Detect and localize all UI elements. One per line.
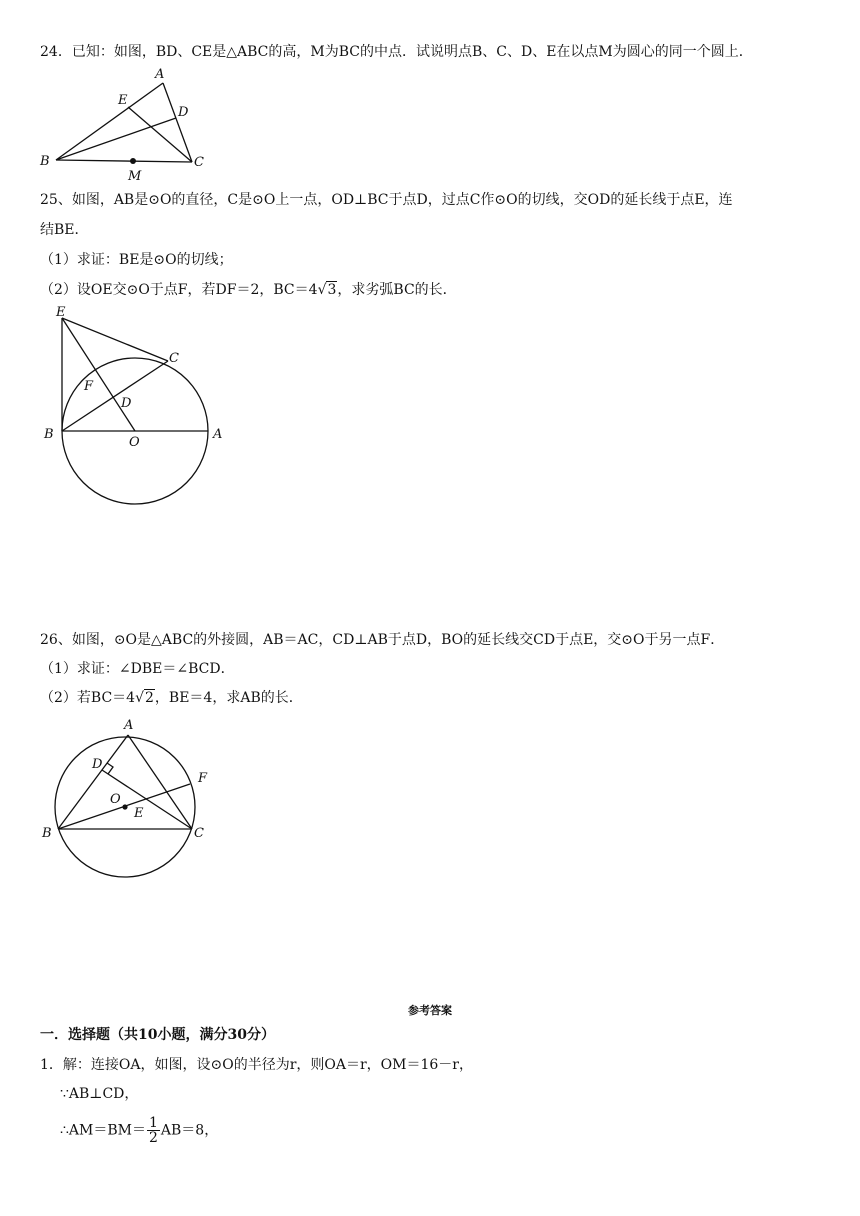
q25-part2: （2）设OE交⊙O于点F，若DF＝2，BC＝4√3，求劣弧BC的长． bbox=[40, 282, 457, 298]
q26-part2-suffix: ，BE＝4，求AB的长． bbox=[154, 690, 303, 706]
right-angle-mark bbox=[107, 763, 113, 774]
label-e: E bbox=[56, 305, 66, 320]
q24-text: 24．已知：如图，BD、CE是△ABC的高，M为BC的中点．试说明点B、C、D、E在以点M为圆心的同一个圆上． bbox=[40, 44, 753, 60]
answer-1-line3-prefix: ∴AM＝BM＝ bbox=[60, 1122, 146, 1139]
label-b: B bbox=[42, 826, 52, 841]
q26-figure bbox=[38, 712, 238, 887]
label-e: E bbox=[134, 806, 144, 821]
point-m bbox=[130, 158, 136, 164]
answers-section: 一．选择题（共10小题，满分30分） bbox=[40, 1027, 275, 1043]
answers-heading: 参考答案 bbox=[408, 1004, 452, 1017]
answer-1-line1: 1．解：连接OA，如图，设⊙O的半径为r，则OA＝r，OM＝16－r， bbox=[40, 1057, 473, 1073]
label-b: B bbox=[44, 427, 54, 442]
label-m: M bbox=[128, 169, 142, 184]
answer-1-line2: ∵AB⊥CD， bbox=[60, 1086, 139, 1102]
q25-part2-coef: 4 bbox=[308, 282, 318, 298]
segment-ba bbox=[56, 83, 163, 160]
answer-1-line3-suffix: AB＝8， bbox=[160, 1122, 219, 1139]
q25-part2-prefix: （2）设OE交⊙O于点F，若DF＝2，BC＝ bbox=[40, 282, 309, 298]
segment-eo bbox=[62, 318, 135, 431]
q25-part2-suffix: ，求劣弧BC的长． bbox=[337, 282, 457, 298]
fraction-numerator: 1 bbox=[148, 1115, 158, 1131]
segment-ab bbox=[58, 735, 128, 829]
q25-part2-root: 3 bbox=[327, 282, 337, 298]
label-c: C bbox=[194, 826, 204, 841]
label-b: B bbox=[40, 154, 50, 169]
q26-part2: （2）若BC＝4√2，BE＝4，求AB的长． bbox=[40, 690, 303, 706]
point-o bbox=[122, 804, 127, 809]
answer-1-line3 bbox=[60, 1116, 218, 1145]
label-c: C bbox=[169, 351, 179, 366]
label-e: E bbox=[118, 93, 128, 108]
label-a: A bbox=[124, 718, 134, 733]
segment-ec bbox=[62, 318, 168, 361]
segment-bd bbox=[56, 118, 176, 160]
fraction bbox=[147, 1116, 160, 1145]
fraction-denominator: 2 bbox=[148, 1130, 158, 1146]
q25-text-line1: 25、如图，AB是⊙O的直径，C是⊙O上一点，OD⊥BC于点D，过点C作⊙O的切线，交OD的延长线于点E，连 bbox=[40, 192, 733, 208]
q26-part2-prefix: （2）若BC＝4 bbox=[40, 690, 136, 706]
segment-bc bbox=[62, 361, 168, 431]
q25-part1: （1）求证：BE是⊙O的切线； bbox=[40, 252, 233, 268]
label-a: A bbox=[213, 427, 223, 442]
q26-text: 26、如图，⊙O是△ABC的外接圆，AB＝AC，CD⊥AB于点D，BO的延长线交CD于点E，交⊙O于另一点F． bbox=[40, 632, 725, 648]
label-o: O bbox=[129, 435, 140, 450]
q25-text-line2: 结BE． bbox=[40, 222, 89, 238]
q24-figure bbox=[36, 62, 236, 182]
label-o: O bbox=[110, 792, 121, 807]
q26-part2-root: 2 bbox=[145, 690, 154, 706]
segment-bc bbox=[56, 160, 192, 162]
label-a: A bbox=[155, 67, 165, 82]
label-d: D bbox=[92, 757, 103, 772]
label-c: C bbox=[194, 155, 204, 170]
label-d: D bbox=[121, 396, 132, 411]
label-f: F bbox=[198, 771, 208, 786]
label-d: D bbox=[178, 105, 189, 120]
q25-figure bbox=[38, 302, 238, 507]
label-f: F bbox=[84, 379, 94, 394]
q26-part1: （1）求证：∠DBE＝∠BCD． bbox=[40, 661, 235, 677]
